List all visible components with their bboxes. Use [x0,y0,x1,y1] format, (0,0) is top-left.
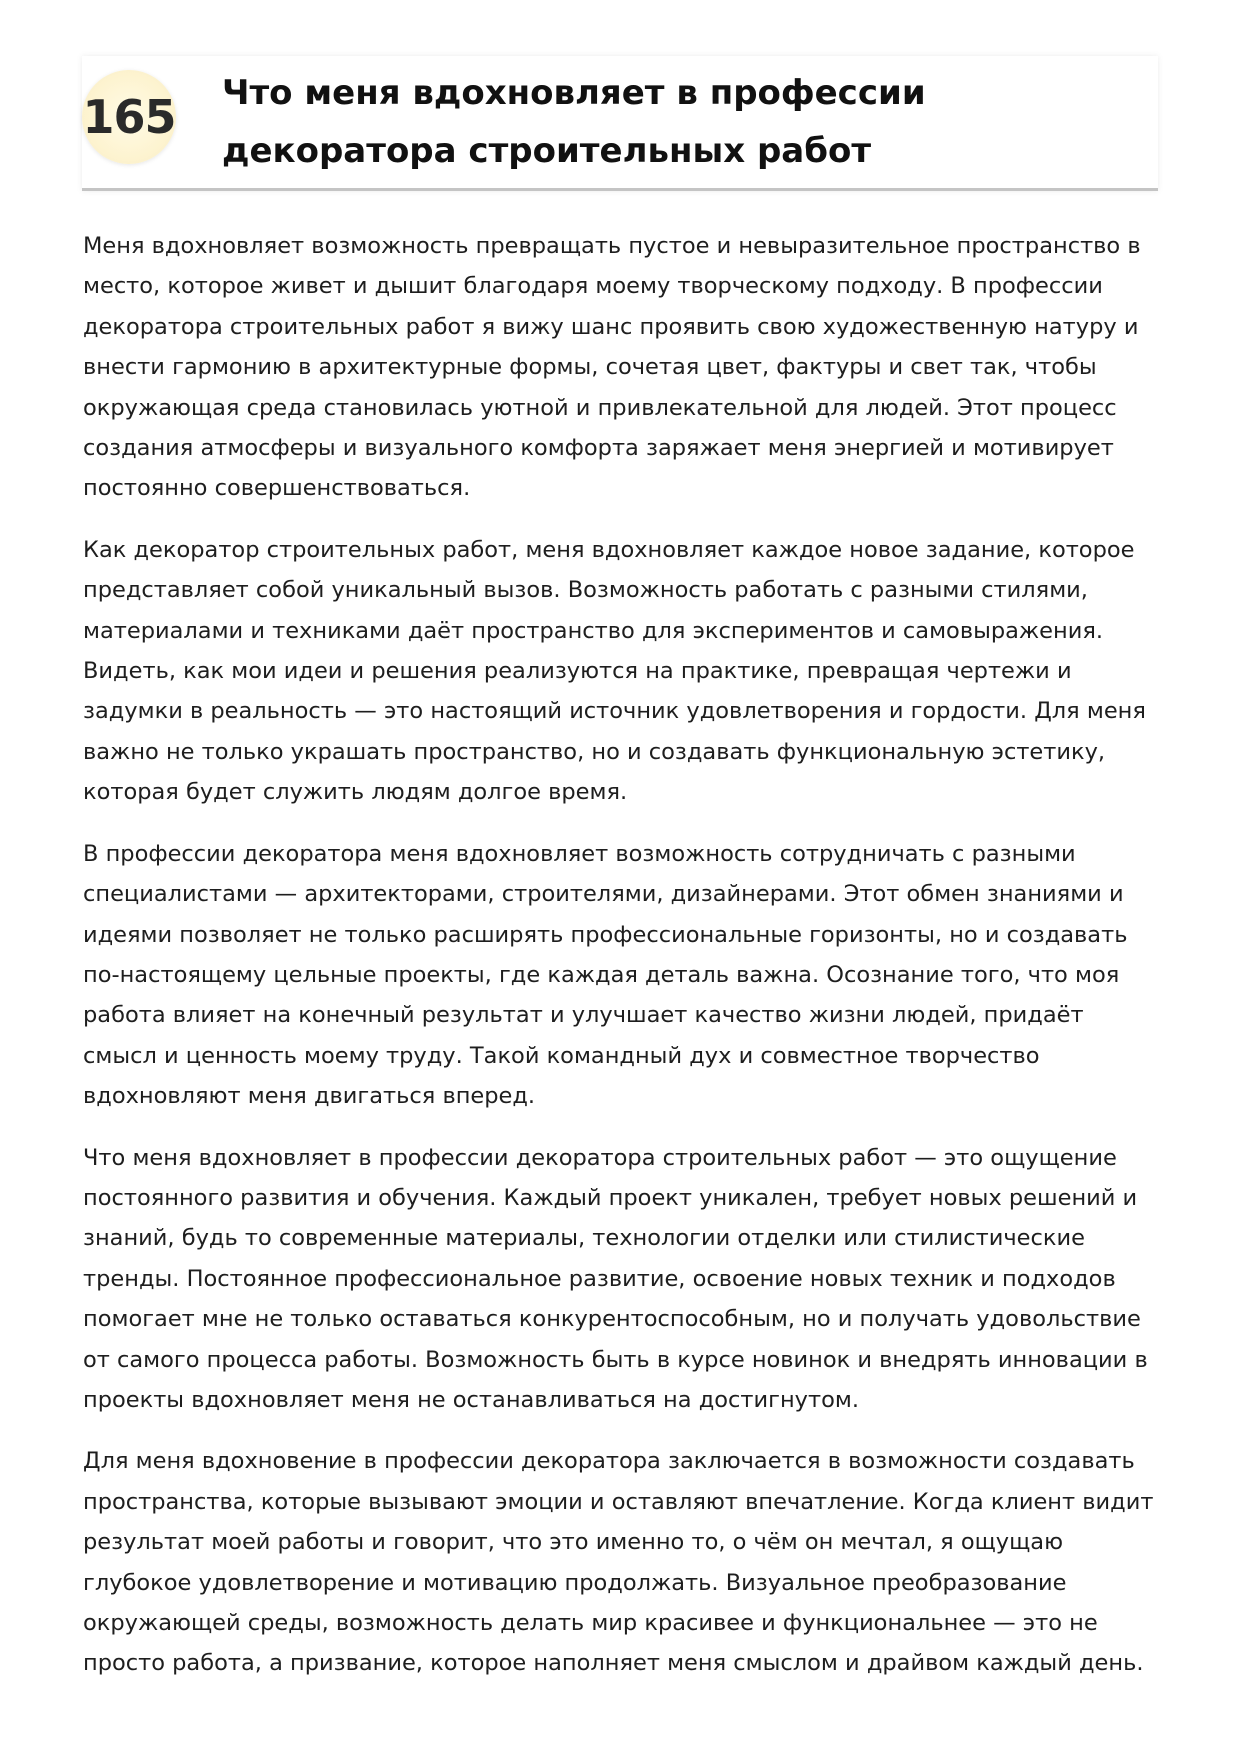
paragraph: Что меня вдохновляет в профессии декоратора строительных работ — это ощущение постоянного развития и обучения. Каждый проект уникален, требует новых решений и знаний, будь то современные материалы, технологии отделки или стилистические тренды. Постоянное профессиональное развитие, освоение новых техник и подходов помогает мне не только оставаться конкурентоспособным, но и получать удовольствие от самого процесса работы. Возможность быть в курсе новинок и внедрять инновации в проекты вдохновляет меня не останавливаться на достигнутом. [83,1144,1148,1413]
paragraph: Для меня вдохновение в профессии декоратора заключается в возможности создавать пространства, которые вызывают эмоции и оставляют впечатление. Когда клиент видит результат моей работы и говорит, что это именно то, о чём он мечтал, я ощущаю глубокое удовлетворение и мотивацию продолжать. Визуальное преобразование окружающей среды, возможность делать мир красивее и функциональнее — это не просто работа, а призвание, которое наполняет меня смыслом и драйвом каждый день. [83,1448,1154,1677]
paragraph: В профессии декоратора меня вдохновляет возможность сотрудничать с разными специалистами — архитекторами, строителями, дизайнерами. Этот обмен знаниями и идеями позволяет не только расширять профессиональные горизонты, но и создавать по-настоящему цельные проекты, где каждая деталь важна. Осознание того, что моя работа влияет на конечный результат и улучшает качество жизни людей, придаёт смысл и ценность моему труду. Такой командный дух и совместное творчество вдохновляют меня двигаться вперед. [83,840,1128,1110]
paragraph: Меня вдохновляет возможность превращать пустое и невыразительное пространство в место, которое живет и дышит благодаря моему творческому подходу. В профессии декоратора строительных работ я вижу шанс проявить свою художественную натуру и внести гармонию в архитектурные формы, сочетая цвет, фактуры и свет так, чтобы окружающая среда становилась уютной и привлекательной для людей. Этот процесс создания атмосферы и визуального комфорта заряжает меня энергией и мотивирует постоянно совершенствоваться. [83,233,1141,502]
article-number-badge: 165 [82,70,176,164]
page-title: Что меня вдохновляет в профессии декоратора строительных работ [222,73,926,171]
article-header [82,56,1158,191]
article-body [83,226,1161,1705]
paragraph: Как декоратор строительных работ, меня вдохновляет каждое новое задание, которое представляет собой уникальный вызов. Возможность работать с разными стилями, материалами и техниками даёт пространство для экспериментов и самовыражения. Видеть, как мои идеи и решения реализуются на практике, превращая чертежи и задумки в реальность — это настоящий источник удовлетворения и гордости. Для меня важно не только украшать пространство, но и создавать функциональную эстетику, которая будет служить людям долгое время. [83,536,1146,806]
